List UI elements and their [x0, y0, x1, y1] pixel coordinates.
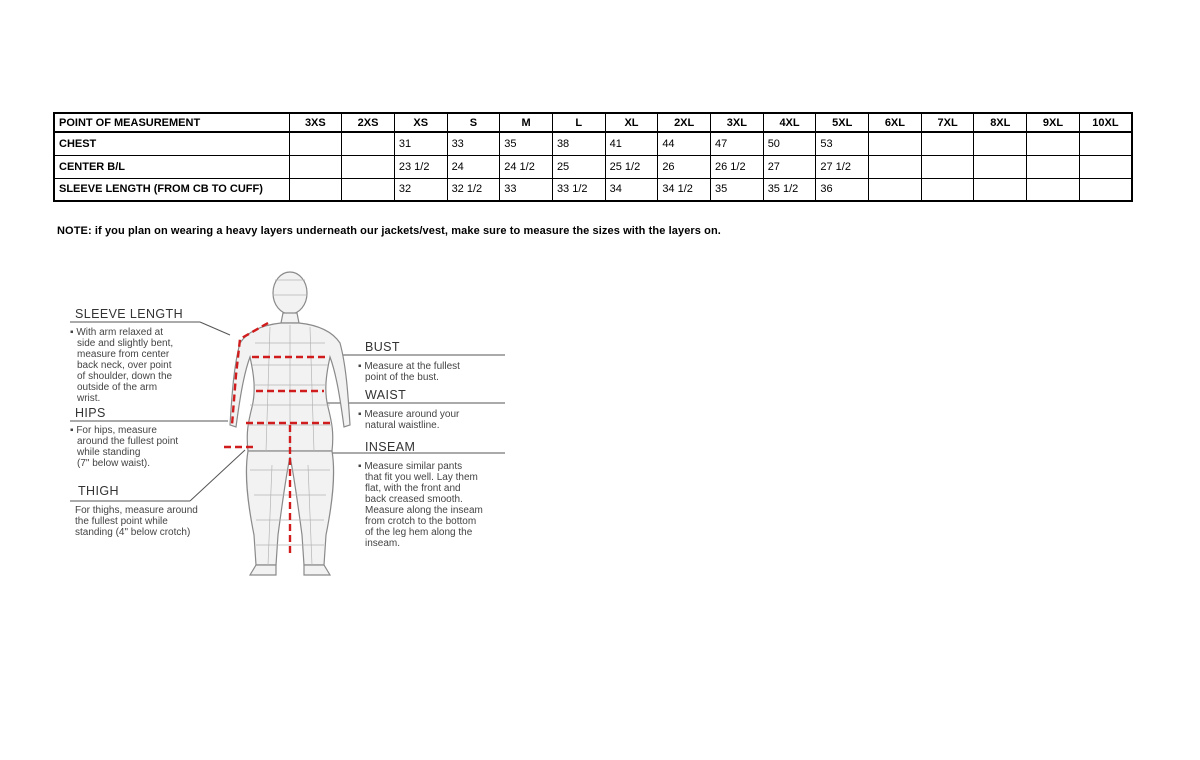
inseam-description: ▪ Measure similar pants that fit you well. Lay them flat, with the front and back creased smooth. Measure along the inseam from crotch to the bottom of the leg hem along the inseam. [358, 461, 483, 549]
table-cell: 35 1/2 [763, 178, 816, 201]
table-cell: 33 [447, 132, 500, 155]
table-cell: 27 1/2 [816, 155, 869, 178]
table-cell [869, 132, 922, 155]
table-cell: 32 1/2 [447, 178, 500, 201]
table-row [54, 132, 1132, 155]
table-header-row [54, 113, 1132, 132]
table-row [54, 155, 1132, 178]
header-size-s: S [447, 113, 500, 132]
table-cell: 23 1/2 [394, 155, 447, 178]
table-cell: 24 [447, 155, 500, 178]
table-cell: 36 [816, 178, 869, 201]
table-cell [921, 132, 974, 155]
table-cell [342, 132, 395, 155]
layering-note: NOTE: if you plan on wearing a heavy layers underneath our jackets/vest, make sure to measure the sizes with the layers on. [57, 225, 721, 237]
inseam-callout [358, 440, 483, 549]
table-row [54, 178, 1132, 201]
table-cell: 53 [816, 132, 869, 155]
header-size-9xl: 9XL [1027, 113, 1080, 132]
table-cell [1027, 132, 1080, 155]
table-cell [342, 155, 395, 178]
hips-callout [70, 406, 178, 469]
header-point-of-measurement: POINT OF MEASUREMENT [54, 113, 289, 132]
size-chart-table [53, 112, 1133, 202]
header-size-m: M [500, 113, 553, 132]
table-cell: 26 1/2 [711, 155, 764, 178]
table-cell: 35 [711, 178, 764, 201]
table-cell: 44 [658, 132, 711, 155]
table-cell [974, 155, 1027, 178]
thigh-title: THIGH [78, 484, 119, 498]
table-cell: 35 [500, 132, 553, 155]
table-cell: 34 1/2 [658, 178, 711, 201]
header-size-7xl: 7XL [921, 113, 974, 132]
sleeve-length-title: SLEEVE LENGTH [75, 307, 184, 321]
body-measurement-diagram [50, 265, 520, 585]
table-cell [921, 155, 974, 178]
header-size-l: L [552, 113, 605, 132]
waist-description: ▪ Measure around your natural waistline. [358, 409, 460, 431]
table-cell: 50 [763, 132, 816, 155]
table-cell: 26 [658, 155, 711, 178]
table-cell: 25 [552, 155, 605, 178]
bust-description: ▪ Measure at the fullest point of the bust. [358, 361, 460, 383]
table-cell: 38 [552, 132, 605, 155]
bust-callout [358, 340, 460, 383]
table-cell: 27 [763, 155, 816, 178]
table-cell: 41 [605, 132, 658, 155]
table-cell [974, 132, 1027, 155]
table-cell [869, 178, 922, 201]
header-size-5xl: 5XL [816, 113, 869, 132]
header-size-2xl: 2XL [658, 113, 711, 132]
table-cell [1027, 178, 1080, 201]
waist-title: WAIST [365, 388, 407, 402]
table-cell: 33 1/2 [552, 178, 605, 201]
table-cell [921, 178, 974, 201]
table-cell [1079, 178, 1132, 201]
bust-title: BUST [365, 340, 400, 354]
waist-callout [358, 388, 460, 431]
header-size-8xl: 8XL [974, 113, 1027, 132]
header-size-3xl: 3XL [711, 113, 764, 132]
table-cell: 24 1/2 [500, 155, 553, 178]
row-label: SLEEVE LENGTH (FROM CB TO CUFF) [54, 178, 289, 201]
table-cell: 33 [500, 178, 553, 201]
hips-title: HIPS [75, 406, 106, 420]
table-cell [289, 132, 342, 155]
table-cell: 32 [394, 178, 447, 201]
thigh-callout [75, 484, 198, 538]
row-label: CHEST [54, 132, 289, 155]
header-size-3xs: 3XS [289, 113, 342, 132]
header-size-6xl: 6XL [869, 113, 922, 132]
table-cell [342, 178, 395, 201]
header-size-10xl: 10XL [1079, 113, 1132, 132]
table-cell [289, 155, 342, 178]
header-size-xl: XL [605, 113, 658, 132]
table-cell [1079, 155, 1132, 178]
header-size-2xs: 2XS [342, 113, 395, 132]
sleeve-description: ▪ With arm relaxed at side and slightly bent, measure from center back neck, over point of shoulder, down the outside of the arm wrist. [70, 327, 174, 404]
header-size-4xl: 4XL [763, 113, 816, 132]
row-label: CENTER B/L [54, 155, 289, 178]
table-cell [869, 155, 922, 178]
table-cell: 25 1/2 [605, 155, 658, 178]
table-cell [974, 178, 1027, 201]
inseam-title: INSEAM [365, 440, 416, 454]
table-cell [1079, 132, 1132, 155]
table-cell: 47 [711, 132, 764, 155]
table-cell [1027, 155, 1080, 178]
table-cell [289, 178, 342, 201]
hips-description: ▪ For hips, measure around the fullest point while standing (7" below waist). [70, 425, 179, 469]
table-cell: 31 [394, 132, 447, 155]
table-cell: 34 [605, 178, 658, 201]
thigh-description: For thighs, measure around the fullest point while standing (4" below crotch) [75, 505, 198, 538]
header-size-xs: XS [394, 113, 447, 132]
